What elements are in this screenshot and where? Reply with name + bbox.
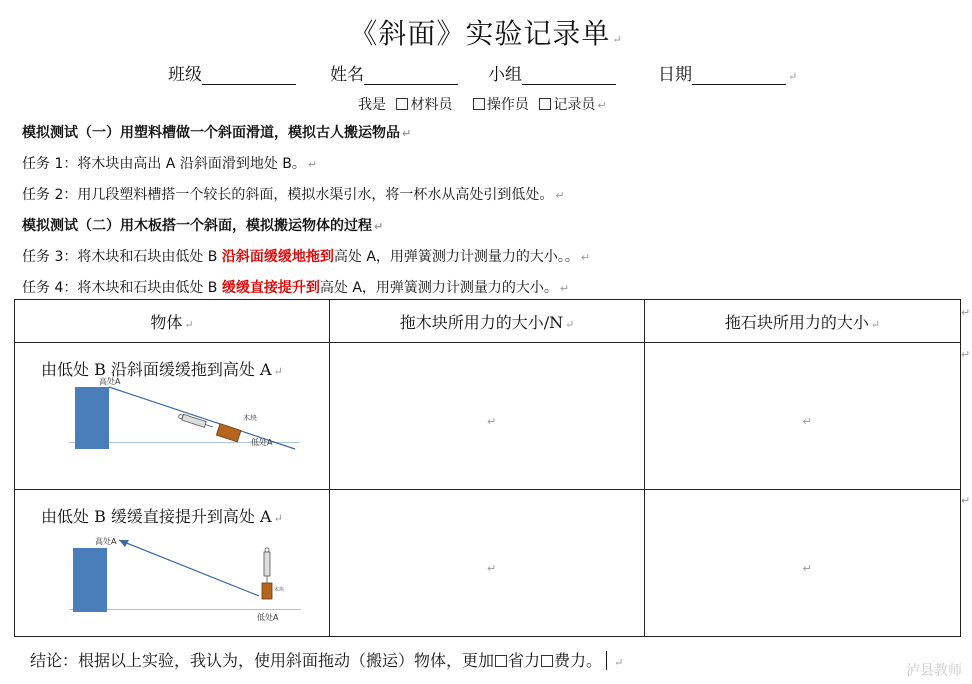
name-field[interactable]: [330, 60, 458, 85]
paragraph-mark: ↵: [612, 33, 623, 46]
incline-diagram: [63, 377, 363, 487]
paragraph-mark: ↵: [870, 317, 881, 331]
row2-wood-cell[interactable]: [330, 490, 645, 637]
high-block: [73, 548, 107, 612]
row-end-mark: ↵: [961, 348, 971, 361]
paragraph-mark: ↵: [802, 562, 812, 575]
row1-label-text: 由低处 B 沿斜面缓缓拖到高处 A: [41, 360, 272, 379]
paragraph-mark: ↵: [487, 415, 497, 428]
text-cursor: [606, 651, 612, 670]
role-row: [358, 94, 607, 114]
low-label: 低处A: [257, 613, 279, 622]
group-blank[interactable]: [522, 66, 616, 85]
wood-block-icon: [262, 583, 272, 599]
role-label-1: 材料员: [410, 97, 453, 113]
date-field[interactable]: [658, 60, 797, 85]
row2-label: [41, 504, 283, 527]
paragraph-mark: ↵: [597, 99, 607, 112]
name-label: 姓名: [330, 65, 364, 85]
date-blank[interactable]: [692, 66, 786, 85]
role-checkbox-3[interactable]: [539, 98, 551, 110]
class-field[interactable]: [168, 60, 296, 85]
task1-line: [22, 153, 317, 173]
row1-wood-cell[interactable]: [330, 343, 645, 490]
paragraph-mark: ↵: [402, 127, 412, 140]
record-table: [14, 299, 961, 637]
class-label: 班级: [168, 65, 202, 85]
block-label: 木块: [274, 587, 285, 593]
spring-scale-icon: [264, 548, 270, 583]
task2-line: [22, 184, 565, 204]
task2-text: 任务 2：用几段塑料槽搭一个较长的斜面，模拟水渠引水，将一杯水从高处引到低处。: [22, 187, 554, 203]
row1-label: [41, 357, 283, 380]
paragraph-mark: ↵: [580, 251, 591, 264]
low-label: 低处A: [251, 438, 273, 447]
group-field[interactable]: [488, 60, 616, 85]
row-end-mark: ↵: [961, 494, 971, 507]
row2-label-cell: [15, 490, 330, 637]
paragraph-mark: ↵: [559, 282, 570, 295]
paragraph-mark: ↵: [555, 189, 565, 202]
role-label-2: 操作员: [486, 97, 529, 113]
paragraph-mark: ↵: [184, 317, 194, 331]
conclusion-end: 。: [586, 651, 603, 670]
table-row: [15, 490, 961, 637]
paragraph-mark: ↵: [614, 656, 624, 669]
role-prefix: 我是: [358, 97, 386, 113]
paragraph-mark: ↵: [565, 317, 575, 331]
task4-post: 高处 A，用弹簧测力计测量力的大小。: [319, 280, 558, 296]
paragraph-mark: ↵: [273, 365, 283, 378]
lift-arrow-line: [119, 540, 259, 596]
conclusion-text: 结论：根据以上实验，我认为，使用斜面拖动（搬运）物体，更加: [30, 651, 495, 670]
header-object: [15, 300, 330, 343]
task1-text: 任务 1：将木块由高出 A 沿斜面滑到地处 B。: [22, 156, 306, 172]
task3-post: 高处 A，用弹簧测力计测量力的大小。。: [333, 249, 579, 265]
test1-heading-text: 模拟测试（一）用塑料槽做一个斜面滑道，模拟古人搬运物品: [22, 125, 400, 141]
header-wood-text: 拖木块所用力的大小/N: [399, 312, 564, 332]
watermark: 泸县教师: [906, 663, 962, 679]
task4-emphasis: 缓缓直接提升到: [221, 280, 320, 296]
paragraph-mark: ↵: [307, 158, 318, 171]
paragraph-mark: ↵: [273, 512, 283, 525]
header-wood-force: [330, 300, 645, 343]
header-stone-text: 拖石块所用力的大小: [724, 312, 869, 332]
group-label: 小组: [488, 65, 522, 85]
role-checkbox-1[interactable]: [396, 98, 408, 110]
table-header-row: [15, 300, 961, 343]
task3-pre: 任务 3：将木块和石块由低处 B: [22, 249, 222, 265]
paragraph-mark: ↵: [788, 70, 798, 83]
option-checkbox-2[interactable]: [541, 655, 553, 667]
task3-emphasis: 沿斜面缓缓地拖到: [221, 249, 334, 265]
conclusion: [30, 648, 623, 671]
table-row: [15, 343, 961, 490]
lift-diagram: [63, 530, 363, 630]
task3-line: [22, 246, 590, 266]
class-blank[interactable]: [202, 66, 296, 85]
paragraph-mark: ↵: [374, 220, 384, 233]
option-label-1: 省力: [508, 651, 541, 670]
high-block: [75, 387, 109, 449]
test1-heading: [22, 122, 411, 142]
row2-label-text: 由低处 B 缓缓直接提升到高处 A: [41, 507, 272, 526]
option-checkbox-1[interactable]: [495, 655, 507, 667]
test2-heading: [22, 215, 383, 235]
paragraph-mark: ↵: [802, 415, 812, 428]
high-label: 高处A: [99, 377, 121, 386]
task4-line: [22, 277, 569, 297]
role-label-3: 记录员: [553, 97, 596, 113]
header-object-text: 物体: [150, 312, 183, 332]
row1-stone-cell[interactable]: [645, 343, 961, 490]
date-label: 日期: [658, 65, 692, 85]
block-label: 木块: [243, 414, 257, 422]
row1-label-cell: [15, 343, 330, 490]
row2-stone-cell[interactable]: [645, 490, 961, 637]
header-stone-force: [645, 300, 961, 343]
task4-pre: 任务 4：将木块和石块由低处 B: [22, 280, 222, 296]
page-title: [0, 12, 972, 52]
wood-block-icon: [216, 424, 241, 442]
title-text: 《斜面》实验记录单: [349, 17, 611, 50]
row-end-mark: ↵: [961, 306, 971, 319]
high-label: 高处A: [95, 537, 117, 546]
option-label-2: 费力: [554, 651, 587, 670]
paragraph-mark: ↵: [487, 562, 497, 575]
test2-heading-text: 模拟测试（二）用木板搭一个斜面，模拟搬运物体的过程: [22, 218, 372, 234]
name-blank[interactable]: [364, 66, 458, 85]
role-checkbox-2[interactable]: [473, 98, 485, 110]
